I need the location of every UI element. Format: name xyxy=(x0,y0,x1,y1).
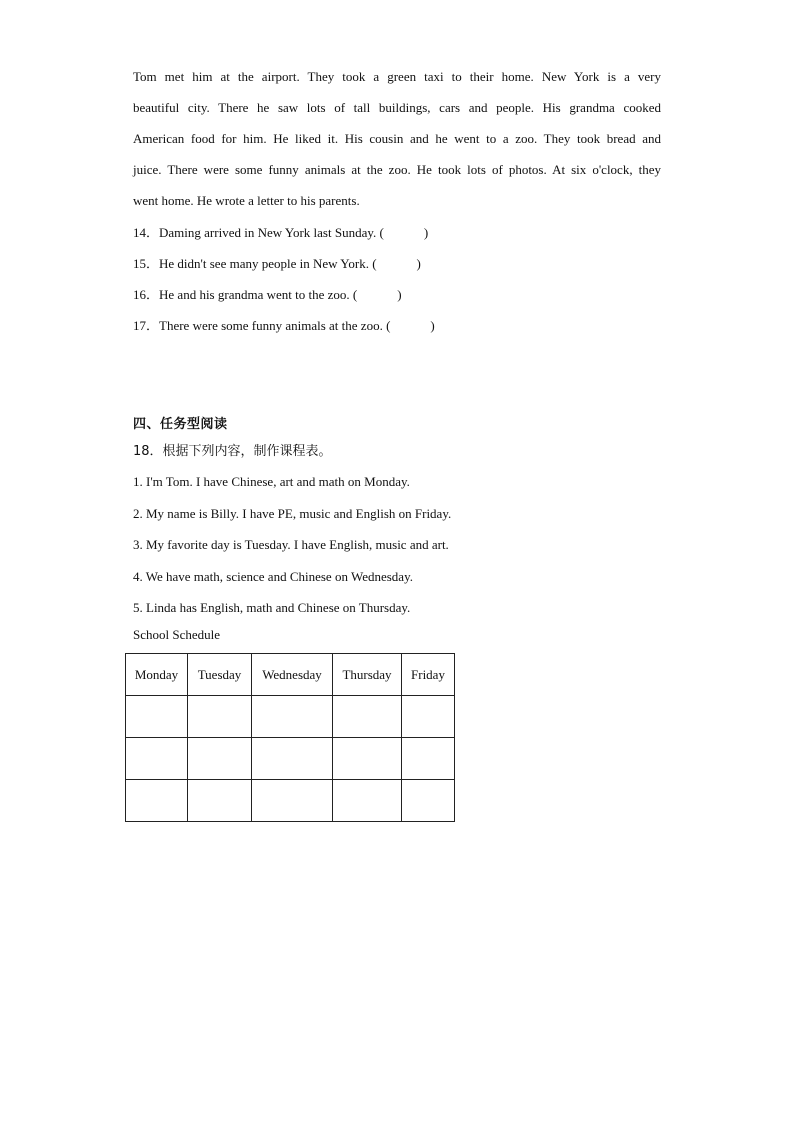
table-cell[interactable] xyxy=(126,780,188,822)
true-false-questions xyxy=(133,217,435,341)
table-cell[interactable] xyxy=(126,696,188,738)
table-row xyxy=(126,738,455,780)
section-heading: 四、任务型阅读 xyxy=(133,417,228,432)
question-14 xyxy=(133,217,435,248)
question-close-paren: ) xyxy=(397,287,402,302)
question-17 xyxy=(133,310,435,341)
question-close-paren: ) xyxy=(416,256,421,271)
table-cell[interactable] xyxy=(402,780,455,822)
question-text: Daming arrived in New York last Sunday. ( xyxy=(159,225,384,240)
header-monday: Monday xyxy=(126,654,188,696)
table-header-row xyxy=(126,654,455,696)
header-thursday: Thursday xyxy=(333,654,402,696)
table-cell[interactable] xyxy=(188,696,252,738)
table-row xyxy=(126,780,455,822)
passage-line: beautiful city. There he saw lots of tall buildings, cars and people. His grandma cooked xyxy=(133,100,661,115)
question-number: 14． xyxy=(133,225,160,240)
question-16 xyxy=(133,279,435,310)
question-number: 16． xyxy=(133,287,160,302)
table-cell[interactable] xyxy=(333,780,402,822)
table-cell[interactable] xyxy=(402,696,455,738)
header-wednesday: Wednesday xyxy=(252,654,333,696)
table-cell[interactable] xyxy=(333,696,402,738)
task-prompt: 18．根据下列内容，制作课程表。 xyxy=(133,444,332,459)
question-number: 17． xyxy=(133,318,160,333)
statement-item: 2. My name is Billy. I have PE, music and English on Friday. xyxy=(133,505,452,521)
passage-line: juice. There were some funny animals at the zoo. He took lots of photos. At six o'clock, they xyxy=(133,162,661,177)
table-cell[interactable] xyxy=(126,738,188,780)
table-cell[interactable] xyxy=(402,738,455,780)
question-number: 15． xyxy=(133,256,160,271)
table-cell[interactable] xyxy=(333,738,402,780)
table-row xyxy=(126,696,455,738)
header-friday: Friday xyxy=(402,654,455,696)
passage-line: American food for him. He liked it. His cousin and he went to a zoo. They took bread and xyxy=(133,131,661,146)
schedule-caption: School Schedule xyxy=(133,627,221,642)
table-cell[interactable] xyxy=(188,780,252,822)
statement-item: 1. I'm Tom. I have Chinese, art and math on Monday. xyxy=(133,474,410,489)
header-tuesday: Tuesday xyxy=(188,654,252,696)
schedule-statements xyxy=(133,466,451,624)
table-cell[interactable] xyxy=(188,738,252,780)
passage-line: Tom met him at the airport. They took a green taxi to their home. New York is a very xyxy=(133,69,661,84)
school-schedule-table xyxy=(125,653,455,822)
statement-item: 5. Linda has English, math and Chinese on Thursday. xyxy=(133,600,411,615)
statement-item: 4. We have math, science and Chinese on Wednesday. xyxy=(133,568,413,584)
question-text: There were some funny animals at the zoo. ( xyxy=(159,318,391,333)
table-cell[interactable] xyxy=(252,780,333,822)
question-15 xyxy=(133,248,435,279)
question-close-paren: ) xyxy=(423,225,429,240)
reading-passage xyxy=(133,61,661,216)
passage-line: went home. He wrote a letter to his parents. xyxy=(133,193,360,208)
statement-item: 3. My favorite day is Tuesday. I have English, music and art. xyxy=(133,537,449,552)
table-cell[interactable] xyxy=(252,696,333,738)
question-close-paren: ) xyxy=(430,318,435,333)
question-text: He and his grandma went to the zoo. ( xyxy=(159,287,358,302)
table-cell[interactable] xyxy=(252,738,333,780)
question-text: He didn't see many people in New York. ( xyxy=(159,256,377,271)
